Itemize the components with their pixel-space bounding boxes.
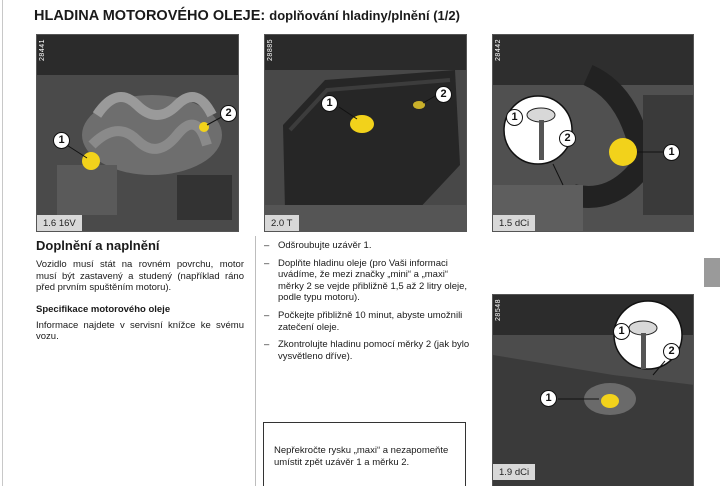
callout-2: 2 bbox=[220, 105, 237, 122]
dipstick-handle-2 bbox=[199, 122, 209, 132]
step-text: Počkejte přibližně 10 minut, abyste umožnili zatečení oleje. bbox=[278, 309, 463, 333]
callout-2: 2 bbox=[663, 343, 680, 360]
steps-list bbox=[264, 240, 474, 368]
bullet-dash: – bbox=[264, 309, 270, 321]
engine-illustration bbox=[493, 35, 694, 232]
title-sub: doplňování hladiny/plnění (1/2) bbox=[269, 8, 460, 23]
left-margin-rule bbox=[2, 0, 3, 486]
dipstick-handle-2 bbox=[413, 101, 425, 109]
step-item bbox=[264, 339, 474, 362]
callout-1: 1 bbox=[506, 109, 523, 126]
callout-1: 1 bbox=[540, 390, 557, 407]
callout-1: 1 bbox=[53, 132, 70, 149]
callout-1: 1 bbox=[663, 144, 680, 161]
engine-photo-1-9-dci bbox=[492, 294, 694, 486]
photo-reference-number: 28442 bbox=[495, 39, 502, 61]
step-text: Zkontrolujte hladinu pomocí měrky 2 (jak bylo vysvětleno dříve). bbox=[278, 339, 470, 362]
spec-heading: Specifikace motorového oleje bbox=[36, 303, 171, 315]
engine-photo-1-5-dci bbox=[492, 34, 694, 232]
photo-reference-number: 28441 bbox=[39, 39, 46, 61]
engine-label: 1.9 dCi bbox=[493, 464, 535, 480]
step-item bbox=[264, 240, 474, 252]
bullet-dash: – bbox=[264, 240, 270, 251]
photo-reference-number: 28548 bbox=[495, 299, 502, 321]
engine-photo-1-6-16v bbox=[36, 34, 239, 232]
engine-illustration bbox=[493, 295, 694, 486]
spec-paragraph: Informace najdete v servisní knížce ke svému vozu. bbox=[36, 319, 244, 343]
photo-reference-number: 28885 bbox=[267, 39, 274, 61]
chapter-tab bbox=[704, 258, 720, 287]
bullet-dash: – bbox=[264, 339, 270, 351]
callout-1: 1 bbox=[613, 323, 630, 340]
callout-2: 2 bbox=[559, 130, 576, 147]
oil-filler-cap-1 bbox=[609, 138, 637, 166]
callout-1: 1 bbox=[321, 95, 338, 112]
section-heading: Doplnění a naplnění bbox=[36, 238, 160, 253]
step-item bbox=[264, 310, 474, 333]
intro-paragraph: Vozidlo musí stát na rovném povrchu, motor musí být zastavený a studený (například ráno před prvním spuštěním motoru). bbox=[36, 259, 244, 294]
column-divider bbox=[255, 236, 256, 486]
title-main: HLADINA MOTOROVÉHO OLEJE: bbox=[34, 8, 266, 24]
step-item bbox=[264, 258, 474, 304]
step-text: Doplňte hladinu oleje (pro Vaši informaci uvádíme, že mezi značky „mini“ a „maxi“ měrky 2 se vejde přibližně 1,5 až 2 litry oleje, podle typu motoru). bbox=[278, 257, 468, 304]
oil-filler-cap-1 bbox=[82, 152, 100, 170]
engine-illustration bbox=[265, 35, 467, 232]
dipstick-detail-inset bbox=[504, 96, 572, 164]
callout-2: 2 bbox=[435, 86, 452, 103]
engine-label: 1.5 dCi bbox=[493, 215, 535, 231]
engine-label: 2.0 T bbox=[265, 215, 299, 231]
left-column bbox=[36, 238, 244, 343]
warning-note-text: Nepřekročte rysku „maxi“ a nezapomeňte umístit zpět uzávěr 1 a měrku 2. bbox=[274, 445, 449, 468]
page-title bbox=[34, 8, 460, 24]
engine-label: 1.6 16V bbox=[37, 215, 82, 231]
warning-note-box bbox=[263, 422, 466, 486]
oil-filler-cap-1 bbox=[601, 394, 619, 408]
engine-photo-2-0-t bbox=[264, 34, 467, 232]
bullet-dash: – bbox=[264, 257, 270, 269]
oil-filler-cap-1 bbox=[350, 115, 374, 133]
step-text: Odšroubujte uzávěr 1. bbox=[278, 240, 372, 251]
